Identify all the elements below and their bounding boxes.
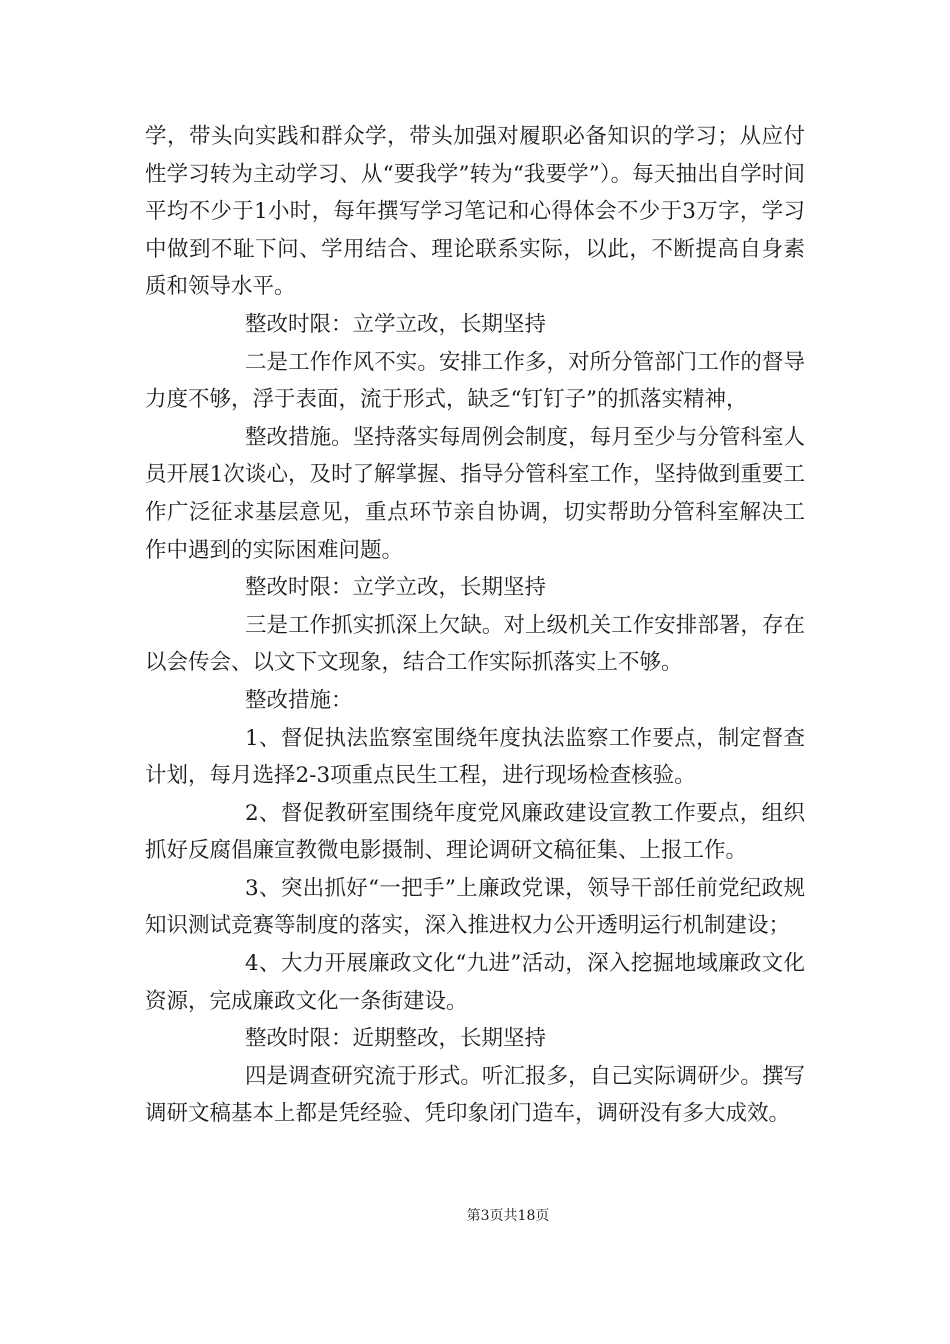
paragraph-continuation: 学，带头向实践和群众学，带头加强对履职必备知识的学习；从应付性学习转为主动学习、从“要我学”转为“我要学”）。每天抽出自学时间平均不少于1小时，每年撰写学习笔记和心得体会不少于3万字，学习中做到不耻下问、学用结合、理论联系实际，以此，不断提高自身素质和领导水平。	[145, 124, 805, 300]
paragraph-issue-3: 三是工作抓实抓深上欠缺。对上级机关工作安排部署，存在以会传会、以文下文现象，结合工作实际抓落实上不够。	[145, 612, 805, 676]
paragraph-measure-item-3: 3、突出抓好“一把手”上廉政党课，领导干部任前党纪政规知识测试竞赛等制度的落实，深入推进权力公开透明运行机制建设；	[145, 875, 805, 939]
document-body	[145, 118, 805, 1133]
paragraph-deadline-3: 整改时限：近期整改，长期坚持	[245, 1026, 547, 1052]
paragraph-issue-4: 四是调查研究流于形式。听汇报多，自己实际调研少。撰写调研文稿基本上都是凭经验、凭印象闭门造车，调研没有多大成效。	[145, 1063, 805, 1127]
paragraph-measure-item-1: 1、督促执法监察室围绕年度执法监察工作要点，制定督查计划，每月选择2-3项重点民生工程，进行现场检查核验。	[145, 725, 805, 789]
paragraph-measure-item-2: 2、督促教研室围绕年度党风廉政建设宣教工作要点，组织抓好反腐倡廉宣教微电影摄制、理论调研文稿征集、上报工作。	[145, 800, 805, 864]
paragraph-deadline-2: 整改时限：立学立改，长期坚持	[245, 575, 547, 601]
paragraph-deadline-1: 整改时限：立学立改，长期坚持	[245, 311, 547, 337]
paragraph-measures-2: 整改措施。坚持落实每周例会制度，每月至少与分管科室人员开展1次谈心，及时了解掌握、指导分管科室工作，坚持做到重要工作广泛征求基层意见，重点环节亲自协调，切实帮助分管科室解决工作中遇到的实际困难问题。	[145, 424, 805, 563]
paragraph-issue-2: 二是工作作风不实。安排工作多，对所分管部门工作的督导力度不够，浮于表面，流于形式，缺乏“钉钉子”的抓落实精神，	[145, 349, 805, 413]
paragraph-measures-3-heading: 整改措施：	[245, 687, 353, 713]
paragraph-measure-item-4: 4、大力开展廉政文化“九进”活动，深入挖掘地域廉政文化资源，完成廉政文化一条街建设。	[145, 951, 805, 1014]
page-footer: 第3页共18页	[466, 1208, 550, 1224]
